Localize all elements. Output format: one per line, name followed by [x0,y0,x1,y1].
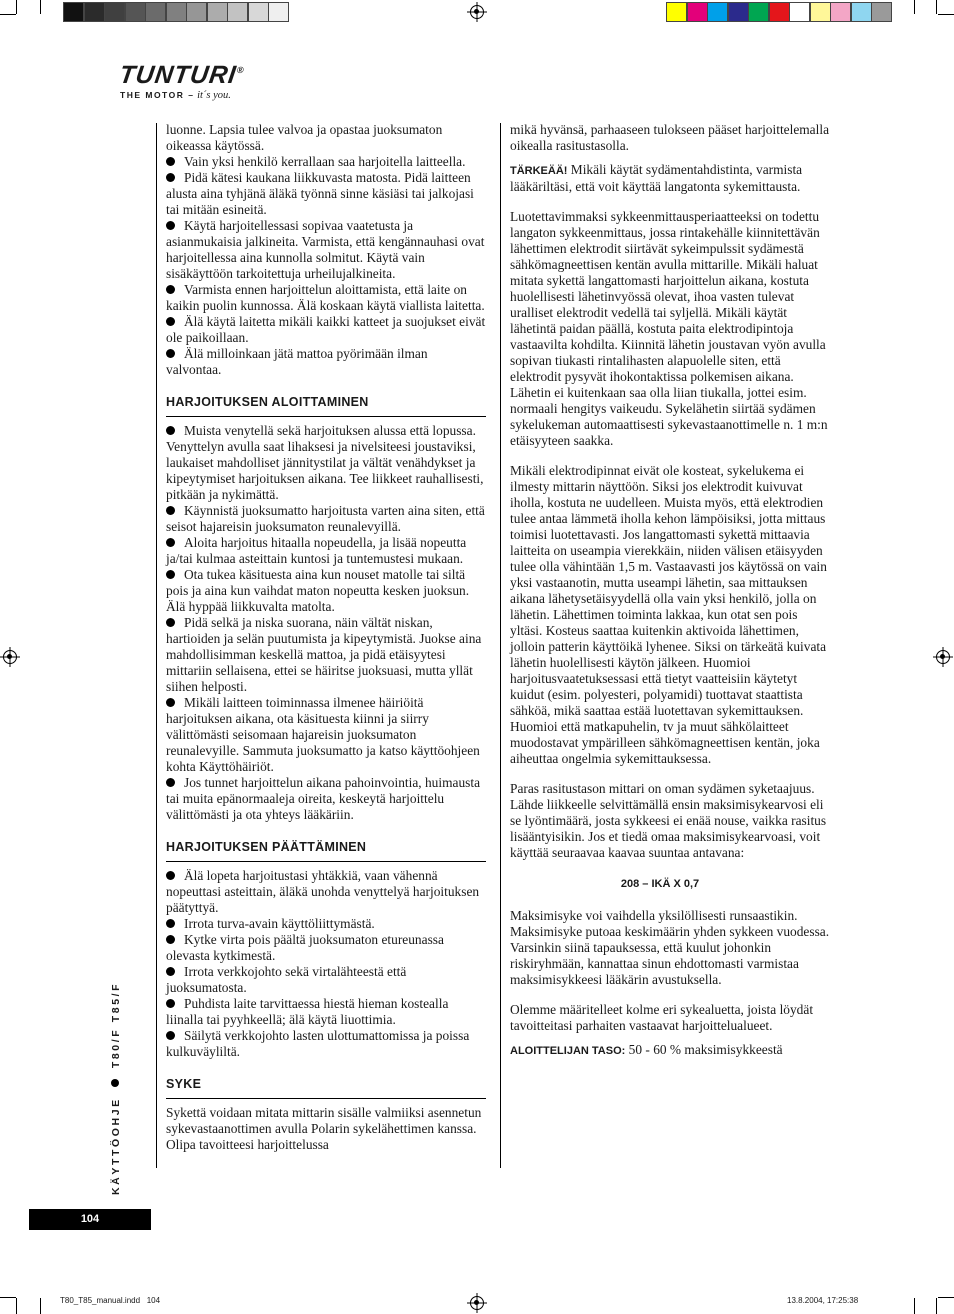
beginner-level [510,1042,830,1059]
important-label: TÄRKEÄÄ! [510,165,568,177]
beginner-text: 50 - 60 % maksimisykkeestä [625,1042,783,1057]
list-item [166,932,486,964]
bullet-icon [166,349,175,358]
list-item [166,868,486,916]
list-item-text: Jos tunnet harjoittelun aikana pahoinvointia, huimausta tai muita epänormaaleja oireita, keskeytä harjoittelu välittömästi ja ota yhteys lääkäriin. [166,775,481,822]
color-swatch [789,2,810,22]
bullet-icon [166,935,175,944]
list-item [166,503,486,535]
right-paragraph-5: Maksimisyke voi vaihdella yksilöllisesti runsaastikin. Maksimisyke putoaa keskimäärin yhden sykkeen vuodessa. Varsinkin siinä tapauksessa, että kuulut johonkin riskiryhmään, kannattaa sinun ehdottomasti varmistaa maksimisykkeesi lääkärin avustuksella. [510,908,830,987]
left-column [166,122,486,1153]
list-item-text: Vain yksi henkilö kerrallaan saa harjoitella laitteella. [184,154,466,169]
crop-mark [938,1297,954,1298]
intro-text: luonne. Lapsia tulee valvoa ja opastaa juoksumaton oikeassa käytössä. [166,122,443,153]
gray-swatch [63,2,84,22]
list-item-text: Käytä harjoitellessasi sopivaa vaatetusta ja asianmukaisia jalkineita. Varmista, että kengännauhasi ovat harjoitellessa aina kunnolla solmitut. Käytä vain sisäkäyttöön tarkoitettuja urheilujalkineita. [166,218,485,281]
crop-mark [0,14,16,15]
list-item [166,218,486,282]
beginner-label: ALOITTELIJAN TASO: [510,1045,626,1057]
brand-logo [117,57,246,102]
list-item [166,170,486,218]
list-item [166,1028,486,1060]
list-item-text: Kytke virta pois päältä juoksumaton etureunassa olevasta kytkimestä. [166,932,444,963]
footer-timestamp: 13.8.2004, 17:25:38 [787,1296,859,1305]
right-paragraph-3: Mikäli elektrodipinnat eivät ole kosteat, sykelukema ei ilmesty mittarin näyttöön. Siksi jos elektrodit kuivuvat iholla, kostuta ne uudelleen. Muista myös, että elektrodien tulee antaa lämmetä iholla kehon lämpöisiksi, jotta mittaus toimisi luotettavasti. Jos langattomasti sykettä mittaavia laitteita on useampia vierekkäin, niiden välisen etäisyyden tulee olla vähintään 1,5 m. Vastaavasti jos käytössä on vain yksi vastaanotin, mutta useampi lähetin, saa mittauksen aikana lähetysetäisyydellä olla vain yksi henkilö, jolla on lähetin. Lähettimen toiminta lakkaa, kun otat sen pois yltäsi. Kosteus saattaa kuitenkin aktivoida lähettimen, jolloin patterin käyttöikä lyhenee. Siksi on tärkeätä kuivata lähetin huolellisesti käytön jälkeen. Huomioi harjoitusvaatetuksessasi että tietyt vaatteisiin käytetyt kuidut (esim. polyesteri, polyamidi) tuottavat staattista sähköä, mikä saattaa estää luotettavan sykemittauksen. Huomioi että matkapuhelin, tv ja muut sähkölaitteet muodostavat ympärilleen sähkömagneettisen kentän, joka aiheuttaa ongelmia sykemittauksessa. [510,463,827,766]
list-item [166,695,486,775]
heading-pulse: SYKE [166,1076,486,1099]
list-item-text: Puhdista laite tarvittaessa hiestä hieman kostealla liinalla tai pyyhkeellä; älä käytä liuottimia. [166,996,449,1027]
registered-mark: ® [236,65,246,75]
page-number-tab [29,1209,151,1230]
page-number: 104 [80,1213,100,1225]
color-swatch [851,2,872,22]
crop-mark [936,0,937,14]
bullet-icon [166,999,175,1008]
end-bullet-list [166,868,486,1060]
list-item [166,423,486,503]
list-item-text: Älä milloinkaan jätä mattoa pyörimään ilman valvontaa. [166,346,428,377]
gray-swatch [104,2,125,22]
bullet-icon [166,317,175,326]
side-label [110,982,122,1195]
bullet-icon [166,618,175,627]
gray-swatch [125,2,146,22]
list-item [166,346,486,378]
list-item-text: Älä käytä laitetta mikäli kaikki katteet ja suojukset eivät ole paikoillaan. [166,314,486,345]
gray-swatch [227,2,248,22]
gray-swatch [186,2,207,22]
bullet-icon [166,871,175,880]
crop-mark [914,1298,915,1314]
crop-mark [40,1298,41,1314]
gray-swatch [207,2,228,22]
registration-mark-icon [936,650,950,664]
bullet-icon [166,506,175,515]
list-item [166,567,486,615]
list-item-text: Ota tukea käsituesta aina kun nouset matolle tai siltä pois ja aina kun vaihdat maton nopeutta kesken juoksun. Älä hyppää liikkuvalta matolta. [166,567,470,614]
bullet-icon [166,919,175,928]
color-swatch [748,2,769,22]
color-swatch [810,2,831,22]
list-item-text: Mikäli laitteen toiminnassa ilmenee häiriöitä harjoituksen aikana, ota käsituesta kiinni ja siirry välittömästi seisomaan hajareisin juoksumaton reunalevyille. Sammuta juoksumatto ja katso käyttöohjeen kohta Käyttöhäiriöt. [166,695,480,774]
tagline-italic: it´s you. [197,90,231,101]
tagline-prefix: THE MOTOR – [120,90,195,100]
gray-swatch [248,2,269,22]
formula [510,875,830,892]
list-item [166,996,486,1028]
bullet-icon [166,778,175,787]
bullet-icon [166,538,175,547]
gray-swatch [84,2,105,22]
important-text: Mikäli käytät sydämentahdistinta, varmista lääkäriltäsi, että voit käyttää langatonta sykemittausta. [510,162,803,194]
gray-swatch [145,2,166,22]
list-item-text: Irrota verkkojohto sekä virtalähteestä että juoksumatosta. [166,964,407,995]
crop-mark [914,0,915,14]
heading-end: HARJOITUKSEN PÄÄTTÄMINEN [166,839,486,862]
list-item-text: Säilytä verkkojohto lasten ulottumattomissa ja poissa kulkuväyliltä. [166,1028,470,1059]
color-swatch [666,2,687,22]
list-item-text: Aloita harjoitus hitaalla nopeudella, ja lisää nopeutta ja/tai kulmaa asteittain kuntosi ja tuntemustesi mukaan. [166,535,467,566]
crop-mark [16,1298,17,1314]
list-item [166,314,486,346]
formula-text: 208 – IKÄ X 0,7 [620,878,700,890]
registration-mark-icon [470,5,484,19]
gray-swatch [268,2,289,22]
list-item-text: Älä lopeta harjoitustasi yhtäkkiä, vaan vähennä nopeuttasi asteittain, äläkä unohda venyttelyä harjoituksen päätyttyä. [166,868,480,915]
bullet-icon [166,570,175,579]
important-note [510,162,830,195]
color-swatch [769,2,790,22]
column-rule-left [156,123,157,1168]
list-item [166,964,486,996]
right-paragraph-2: Luotettavimmaksi sykkeenmittausperiaatteeksi on todettu langaton sykkeenmittaus, jossa rintakehälle kiinnitettävän lähettimen elektrodit siirtävät sykeimpulssit sydämestä sähkömagneettisen kentän avulla mittarille. Mikäli haluat mitata sykettä langattomasti harjoittelun aikana, kostuta huolellisesti lähetinvyössä olevat, ihoa vasten tulevat uralliset elektrodit vedellä tai syljellä. Mikäli käytät lähetintä paidan päällä, kostuta paita elektrodipintoja vastaavilta kohdilta. Kiinnitä lähetin joustavan vyön avulla sopivan tiukasti rintalihasten alapuolelle siten, että elektrodit pysyvät ihokontaktissa polkemisen aikana. Lähetin ei kuitenkaan saa olla liian tiukalla, jottei esim. normaali hengitys vaikeudu. Sykelähetin siirtää sydämen sykelukeman automaattisesti sykevastaanottimelle n. 1 m:n etäisyyteen saakka. [510,209,828,448]
bullet-icon [166,173,175,182]
list-item [166,615,486,695]
crop-mark [40,0,41,14]
footer-file: T80_T85_manual.indd 104 [60,1296,161,1305]
bullet-icon [166,221,175,230]
side-label-manual: KÄYTTÖOHJE [110,1097,122,1195]
list-item-text: Varmista ennen harjoittelun aloittamista, että laite on kaikin puolin kunnossa. Älä koskaan käytä viallista laitetta. [166,282,485,313]
bullet-icon [166,426,175,435]
heading-start: HARJOITUKSEN ALOITTAMINEN [166,394,486,417]
list-item-text: Pidä selkä ja niska suorana, näin vältät niskan, hartioiden ja selän puutumista ja kipeytymistä. Juokse aina mahdollisimman keskellä mattoa, ja pidä etäisyytesi mittariin sellaisena, ettei se häiritse juoksuasi, mutta yllät siihen helposti. [166,615,482,694]
safety-bullet-list [166,154,486,378]
start-bullet-list [166,423,486,823]
list-item [166,916,486,932]
list-item [166,775,486,823]
registration-mark-icon [3,650,17,664]
color-swatch [830,2,851,22]
registration-mark-icon [470,1296,484,1310]
bullet-icon [166,285,175,294]
list-item-text: Irrota turva-avain käyttöliittymästä. [184,916,375,931]
right-paragraph-1: mikä hyvänsä, parhaaseen tulokseen pääset harjoittelemalla oikealla rasitustasolla. [510,122,830,153]
list-item-text: Käynnistä juoksumatto harjoitusta varten aina siten, että seisot hajareisin juoksumaton reunalevyillä. [166,503,485,534]
list-item [166,154,486,170]
bullet-icon [166,157,175,166]
column-rule-middle [500,123,501,1168]
right-column [510,122,830,1059]
color-swatch [871,2,892,22]
crop-mark [16,0,17,14]
color-swatch [687,2,708,22]
crop-mark [936,1298,937,1314]
gray-swatch [166,2,187,22]
crop-mark [0,1297,16,1298]
list-item [166,535,486,567]
side-label-model: T80/F T85/F [110,981,122,1069]
color-swatch [728,2,749,22]
pulse-text: Sykettä voidaan mitata mittarin sisälle valmiiksi asennetun sykevastaanottimen avulla Polarin sykelähettimen kanssa. Olipa tavoitteesi harjoittelussa [166,1105,482,1152]
crop-mark [938,14,954,15]
bullet-icon [166,698,175,707]
right-paragraph-4: Paras rasitustason mittari on oman sydämen syketaajuus. Lähde liikkeelle selvittämällä ensin maksimisykearvosi eli se lyöntimäärä, josta sykkeesi ei enää nouse, vaikka rasitus lisääntyisikin. Jos et tiedä omaa maksimisykearvoasi, voit käyttää seuraavaa kaavaa suuntaa antavana: [510,781,827,860]
right-paragraph-6: Olemme määritelleet kolme eri sykealuetta, joista löydät tavoitteitasi parhaiten vastaavat harjoittelualueet. [510,1002,814,1033]
brand-name: TUNTURI [117,61,239,89]
list-item [166,282,486,314]
list-item-text: Pidä kätesi kaukana liikkuvasta matosta. Pidä laitteen alusta aina tyhjänä äläkä työnnä sinne käsiäsi tai jalkojasi tai mitään esineitä. [166,170,474,217]
color-swatch [707,2,728,22]
bullet-icon [166,1031,175,1040]
list-item-text: Muista venytellä sekä harjoituksen alussa että lopussa. Venyttelyn avulla saat lihaksesi ja nivelsiteesi joustaviksi, laukaiset mahdolliset jännitystilat ja vältät venähdykset ja kipeytymiset harjoituksen aikana. Tee liikkeet rauhallisesti, pitkään ja nykimättä. [166,423,484,502]
side-label-bullet-icon [111,1079,119,1087]
bullet-icon [166,967,175,976]
